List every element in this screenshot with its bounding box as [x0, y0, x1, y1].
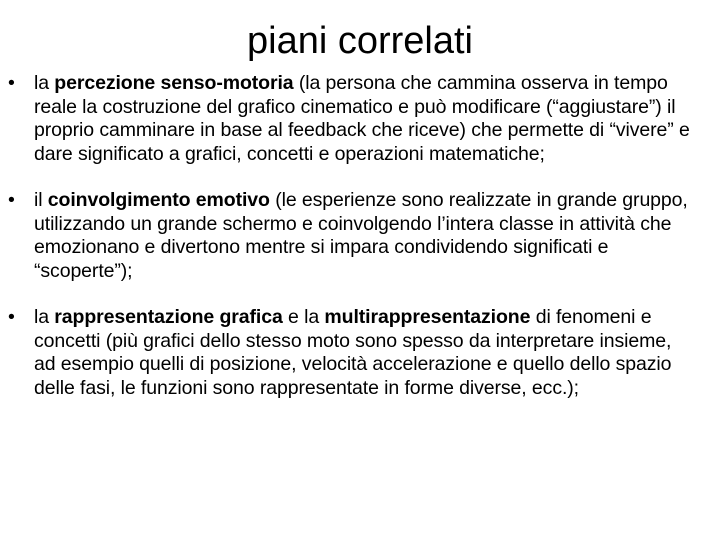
bullet-dot-icon: •: [8, 72, 15, 94]
bullet-item-perception: [0, 72, 720, 166]
bullet-item-engagement: [0, 189, 720, 283]
slide-title: piani correlati: [247, 20, 473, 62]
text-run: (le esperienze sono realizzate in grande gruppo, utilizzando un grande schermo e coinvolgendo l’intera classe in attività che emozionano e divertono mentre si impara condividendo significati e “scoperte”);: [34, 189, 688, 282]
bullet-list: [0, 72, 720, 423]
text-run: il: [34, 189, 48, 211]
bullet-text: [34, 72, 690, 165]
bold-term: rappresentazione grafica: [54, 306, 283, 328]
bullet-dot-icon: •: [8, 306, 15, 328]
text-run: la: [34, 72, 55, 94]
text-run: di fenomeni e concetti (più grafici dello stesso moto sono spesso da interpretare insieme, ad esempio quelli di posizione, velocità accelerazione e quello dello spazio delle fasi, le funzioni sono rappresentate in forme diverse, ecc.);: [34, 306, 672, 399]
bullet-text: [34, 306, 671, 399]
text-run: e la: [282, 306, 325, 328]
bullet-text: [34, 189, 688, 282]
text-run: (la persona che cammina osserva in tempo reale la costruzione del grafico cinematico e può modificare (“aggiustare”) il proprio camminare in base al feedback che riceve) che permette di “vivere” e dare significato a grafici, concetti e operazioni matematiche;: [34, 72, 690, 165]
bold-term: multirappresentazione: [324, 306, 531, 328]
bullet-dot-icon: •: [8, 189, 15, 211]
bullet-item-representation: [0, 306, 720, 400]
bold-term: percezione senso-motoria: [54, 72, 294, 94]
text-run: la: [34, 306, 55, 328]
bold-term: coinvolgimento emotivo: [47, 189, 270, 211]
